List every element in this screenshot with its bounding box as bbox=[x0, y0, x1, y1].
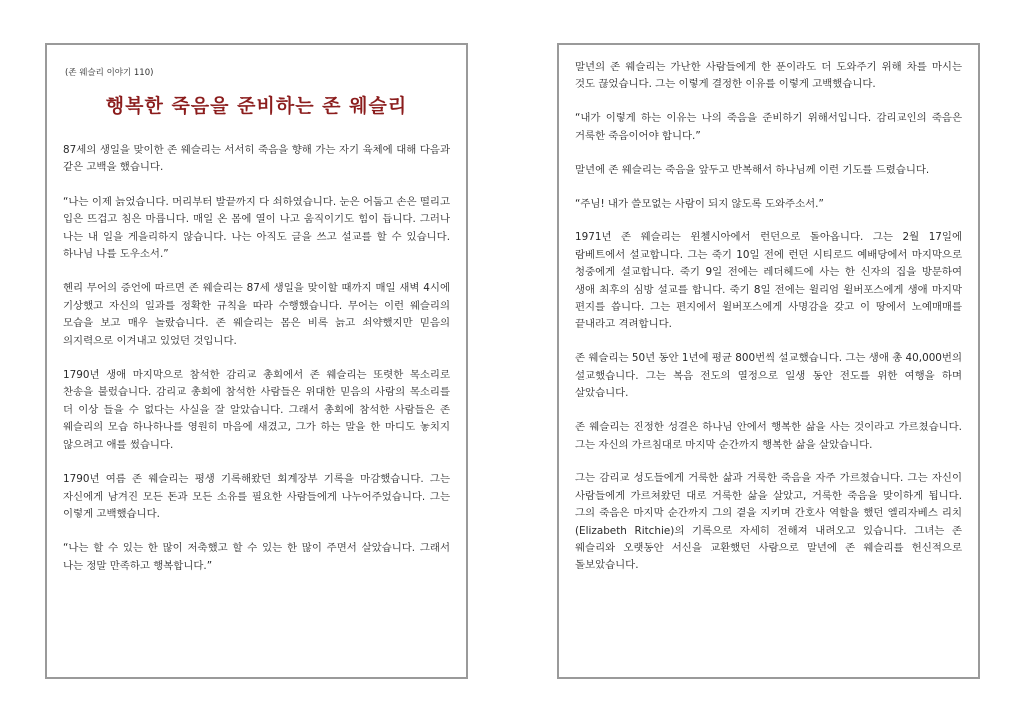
quote-paragraph: “나는 이제 늙었습니다. 머리부터 발끝까지 다 쇠하였습니다. 눈은 어둡고 손은 떨리고 입은 뜨겁고 침은 마릅니다. 매일 온 몸에 열이 나고 움직이기도 힘이 듭니다. 그러나 나는 내 일을 게을리하지 않습니다. 나는 아직도 글을 쓰고 설교를 할 수 있습니다. 하나님 나를 도우소서.” bbox=[63, 195, 450, 261]
quote-paragraph: “나는 할 수 있는 한 많이 저축했고 할 수 있는 한 많이 주면서 살았습니다. 그래서 나는 정말 만족하고 행복합니다.” bbox=[63, 542, 450, 572]
paragraph: 말년에 존 웨슬리는 죽음을 앞두고 반복해서 하나님께 이런 기도를 드렸습니다. bbox=[575, 163, 930, 176]
paragraph: 말년의 존 웨슬리는 가난한 사람들에게 한 푼이라도 더 도와주기 위해 차를 마시는 것도 끊었습니다. 그는 이렇게 결정한 이유를 이렇게 고백했습니다. bbox=[575, 61, 962, 91]
quote-paragraph: “주님! 내가 쓸모없는 사람이 되지 않도록 도와주소서.” bbox=[575, 197, 824, 210]
paragraph: 87세의 생일을 맞이한 존 웨슬리는 서서히 죽음을 향해 가는 자기 육체에 대해 다음과 같은 고백을 했습니다. bbox=[63, 144, 450, 174]
series-label: (존 웨슬리 이야기 110) bbox=[65, 68, 154, 78]
paragraph: 헨리 무어의 증언에 따르면 존 웨슬리는 87세 생일을 맞이할 때까지 매일 새벽 4시에 기상했고 자신의 일과를 정확한 규칙을 따라 수행했습니다. 무어는 이런 웨슬리의 모습을 보고 매우 놀랐습니다. 존 웨슬리는 몸은 비록 늙고 쇠약했지만 믿음의 의지력으로 이겨내고 있었던 것입니다. bbox=[63, 282, 450, 347]
paragraph: 존 웨슬리는 50년 동안 1년에 평균 800번씩 설교했습니다. 그는 생애 총 40,000번의 설교했습니다. 그는 복음 전도의 열정으로 일생 동안 전도를 위한 여행을 하며 살았습니다. bbox=[575, 352, 962, 400]
paragraph: 1790년 여름 존 웨슬리는 평생 기록해왔던 회계장부 기록을 마감했습니다. 그는 자신에게 남겨진 모든 돈과 모든 소유를 필요한 사람들에게 나누어주었습니다. 그는 이렇게 고백했습니다. bbox=[63, 473, 450, 520]
right-page-content bbox=[559, 45, 978, 575]
paragraph: 존 웨슬리는 진정한 성결은 하나님 안에서 행복한 삶을 사는 것이라고 가르쳤습니다. 그는 자신의 가르침대로 마지막 순간까지 행복한 삶을 살았습니다. bbox=[575, 421, 962, 451]
document-title: 행복한 죽음을 준비하는 존 웨슬리 bbox=[105, 95, 408, 117]
quote-paragraph: “내가 이렇게 하는 이유는 나의 죽음을 준비하기 위해서입니다. 감리교인의 죽음은 거룩한 죽음이어야 합니다.” bbox=[575, 112, 962, 142]
paragraph: 1971년 존 웨슬리는 윈첼시아에서 런던으로 돌아옵니다. 그는 2월 17일에 람베트에서 설교합니다. 그는 죽기 10일 전에 런던 시티로드 예배당에서 마지막으로 청중에게 설교합니다. 죽기 9일 전에는 레더헤드에 사는 한 신자의 집을 방문하여 생애 최후의 심방 설교를 합니다. 죽기 8일 전에는 윌리엄 윌버포스에게 생애 마지막 편지를 씁니다. 그는 편지에서 윌버포스에게 사명감을 갖고 이 땅에서 노예매매를 끝내라고 격려합니다. bbox=[575, 231, 962, 331]
paragraph: 1790년 생애 마지막으로 참석한 감리교 총회에서 존 웨슬리는 또렷한 목소리로 찬송을 불렀습니다. 감리교 총회에 참석한 사람들은 위대한 믿음의 사람의 목소리를 더 이상 들을 수 없다는 사실을 잘 알았습니다. 그래서 총회에 참석한 사람들은 존 웨슬리의 모습 하나하나를 영원히 마음에 새겼고, 그가 하는 말을 한 마디도 놓치지 않으려고 애를 썼습니다. bbox=[63, 369, 450, 451]
left-page bbox=[45, 43, 468, 679]
right-page bbox=[557, 43, 980, 679]
left-page-content bbox=[47, 45, 466, 575]
paragraph: 그는 감리교 성도들에게 거룩한 삶과 거룩한 죽음을 자주 가르쳤습니다. 그는 자신이 사람들에게 가르쳐왔던 대로 거룩한 삶을 살았고, 거룩한 죽음을 맞이하게 됩니다. 그의 죽음은 마지막 순간까지 그의 곁을 지키며 간호사 역할을 했던 엘리자베스 리치(Elizabeth Ritchie)의 기록으로 자세히 전해져 내려오고 있습니다. 그녀는 존 웨슬리와 오랫동안 서신을 교환했던 사람으로 말년에 존 웨슬리를 헌신적으로 돌보았습니다. bbox=[575, 472, 962, 572]
